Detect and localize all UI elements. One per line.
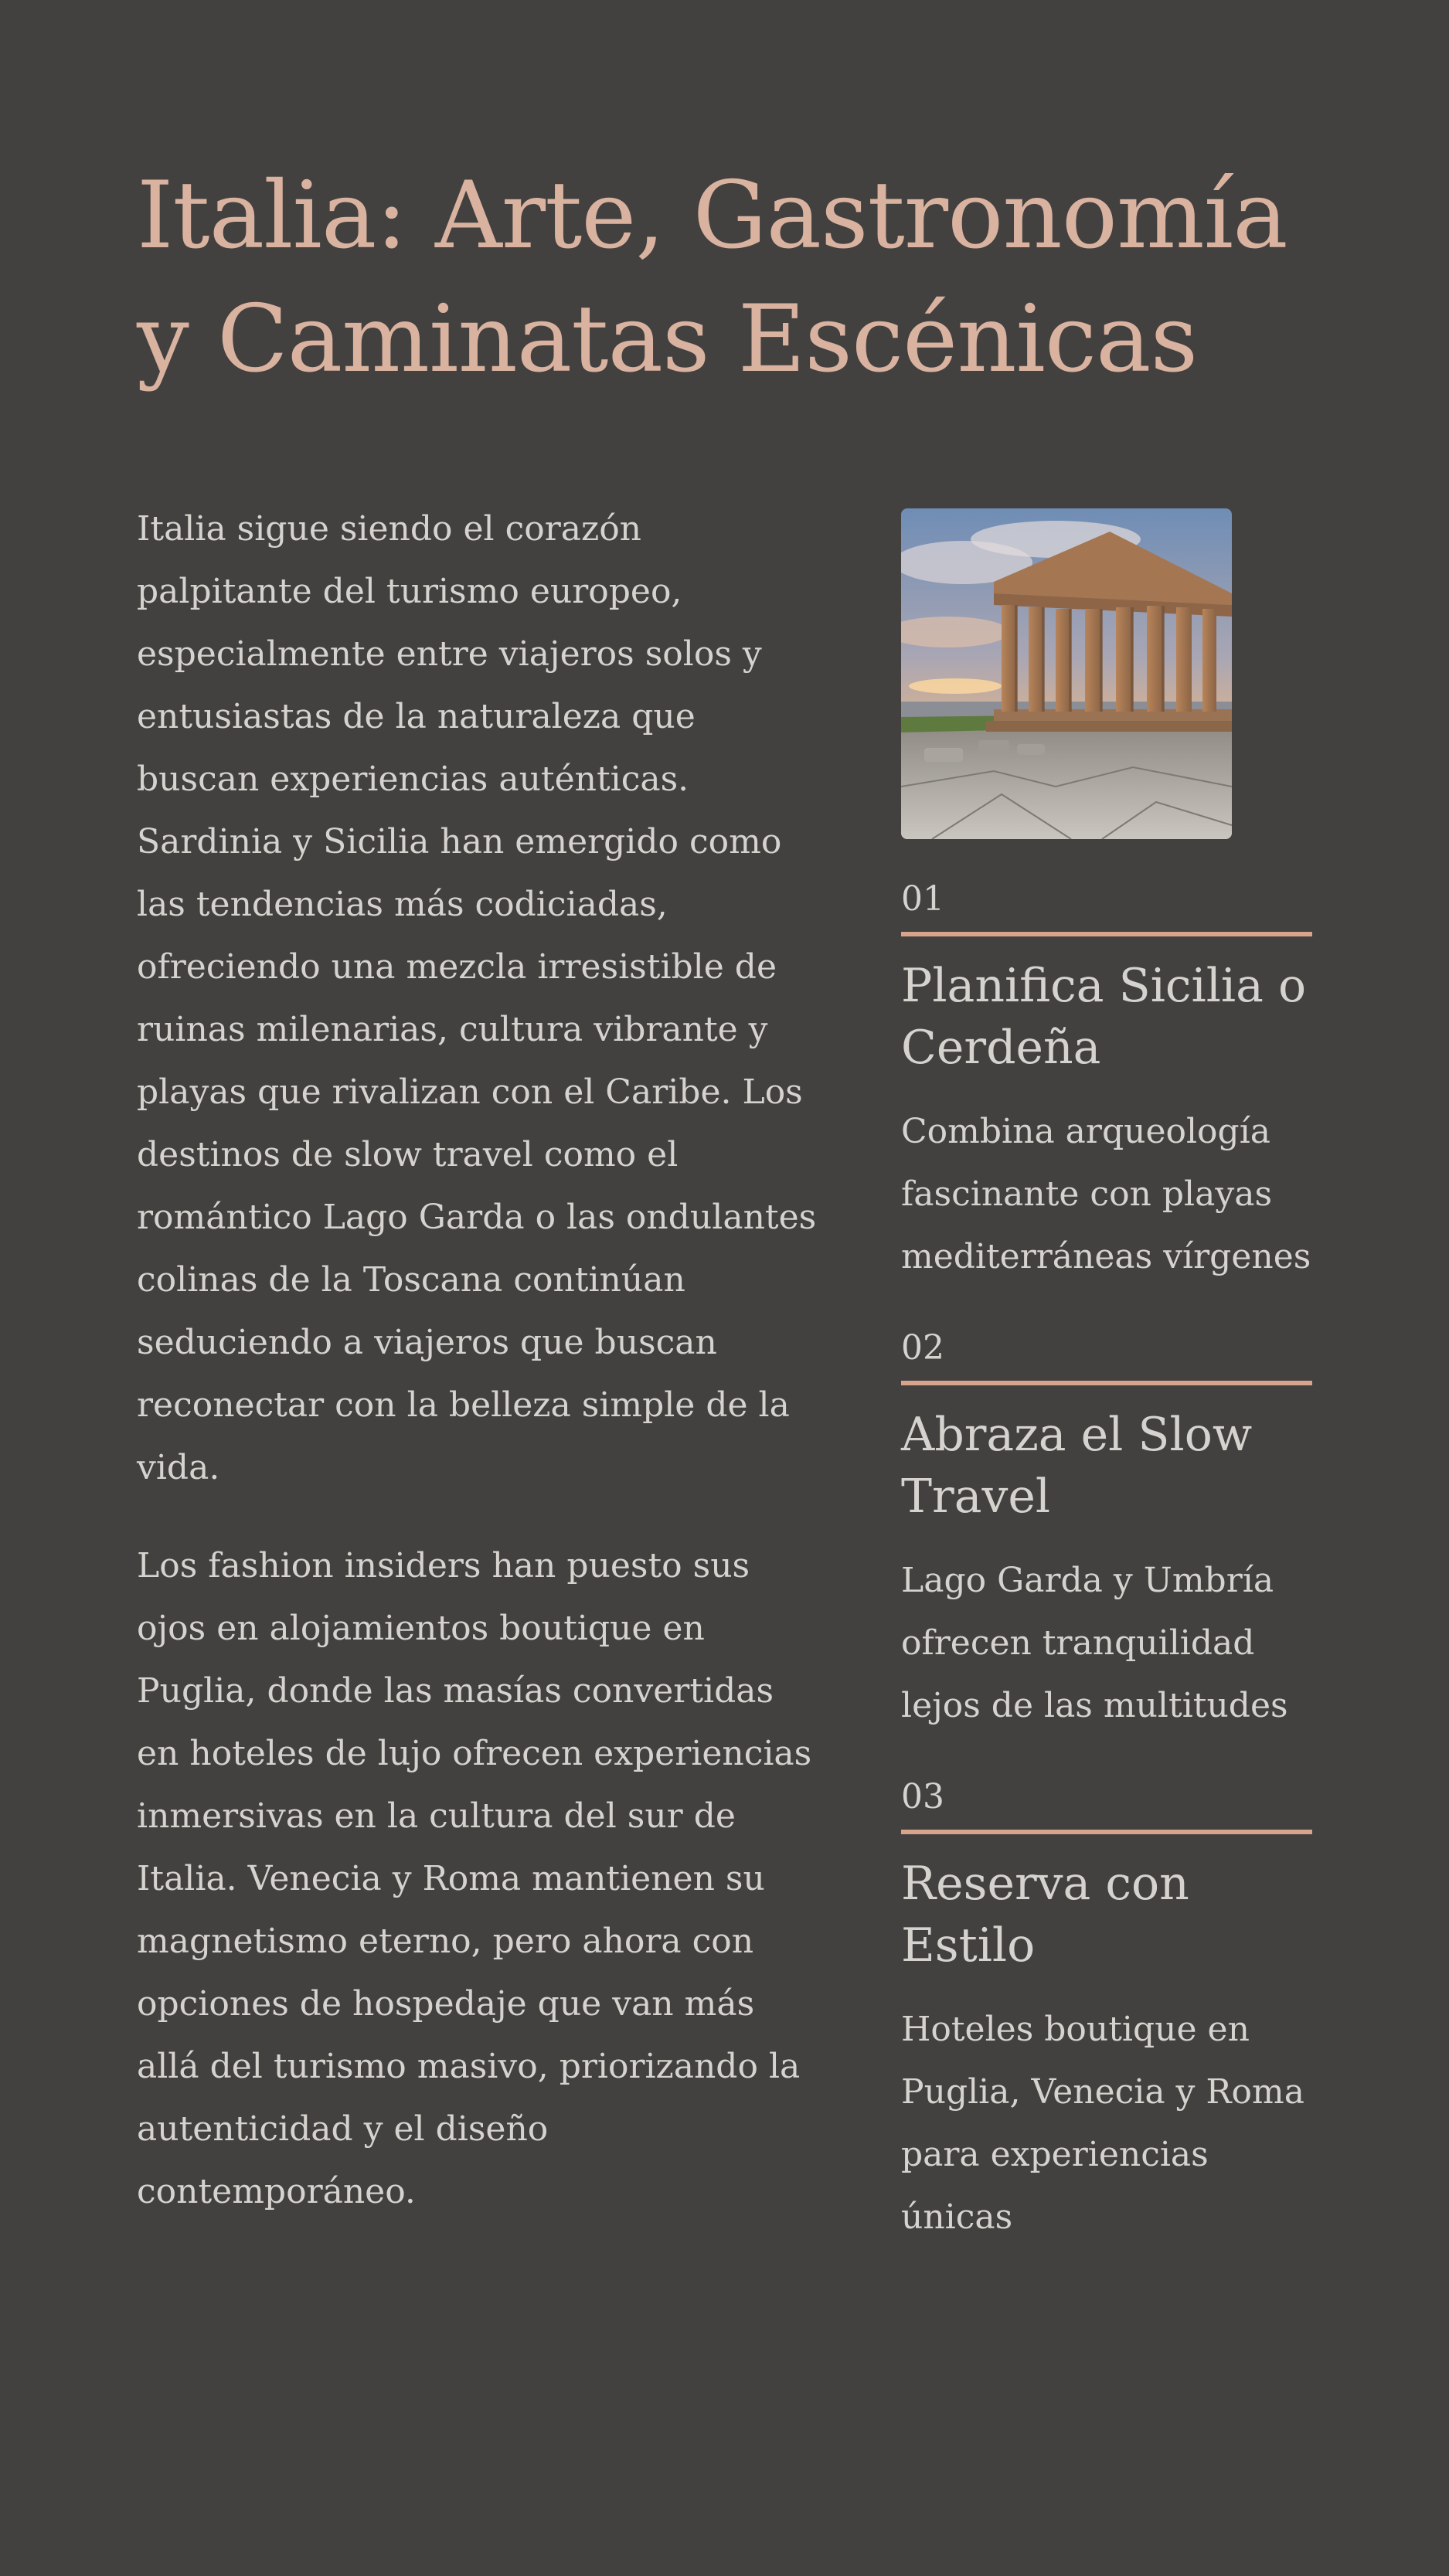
article-paragraph-2: Los fashion insiders han puesto sus ojos en alojamientos boutique en Puglia, donde las masías convertidas en hoteles de lujo ofrecen experiencias inmersivas en la cultura del sur de Italia. Venecia y Roma mantienen su magnetismo eterno, pero ahora con opciones de hospedaje que van más allá del turismo masivo, priorizando la autenticidad y el diseño contemporáneo.	[137, 1546, 812, 2211]
article-paragraph-1: Italia sigue siendo el corazón palpitante del turismo europeo, especialmente entre viajeros solos y entusiastas de la naturaleza que buscan experiencias auténticas. Sardinia y Sicilia han emergido como las tendencias más codiciadas, ofreciendo una mezcla irresistible de ruinas milenarias, cultura vibrante y playas que rivalizan con el Caribe. Los destinos de slow travel como el romántico Lago Garda o las ondulantes colinas de la Toscana continúan seduciendo a viajeros que buscan reconectar con la belleza simple de la vida.	[137, 509, 817, 1487]
step-description: Hoteles boutique en Puglia, Venecia y Roma para experiencias únicas	[901, 2010, 1304, 2237]
page-title: Italia: Arte, Gastronomía y Caminatas Escénicas	[137, 162, 1287, 393]
step-item-1	[901, 876, 1312, 1288]
step-divider	[901, 932, 1312, 936]
article-body	[137, 498, 817, 2223]
steps-list	[901, 876, 1312, 2248]
step-divider	[901, 1830, 1312, 1834]
step-description: Combina arqueología fascinante con playas mediterráneas vírgenes	[901, 1112, 1311, 1276]
step-description: Lago Garda y Umbría ofrecen tranquilidad lejos de las multitudes	[901, 1561, 1288, 1725]
step-number: 01	[901, 879, 944, 919]
article-page	[137, 0, 1312, 2576]
step-number: 03	[901, 1777, 944, 1816]
sidebar	[901, 508, 1312, 2248]
step-title: Abraza el Slow Travel	[901, 1408, 1253, 1524]
step-item-2	[901, 1325, 1312, 1737]
step-item-3	[901, 1774, 1312, 2248]
step-title: Reserva con Estilo	[901, 1857, 1189, 1973]
step-number: 02	[901, 1328, 944, 1368]
step-divider	[901, 1381, 1312, 1385]
step-title: Planifica Sicilia o Cerdeña	[901, 959, 1307, 1075]
temple-image	[901, 508, 1232, 839]
